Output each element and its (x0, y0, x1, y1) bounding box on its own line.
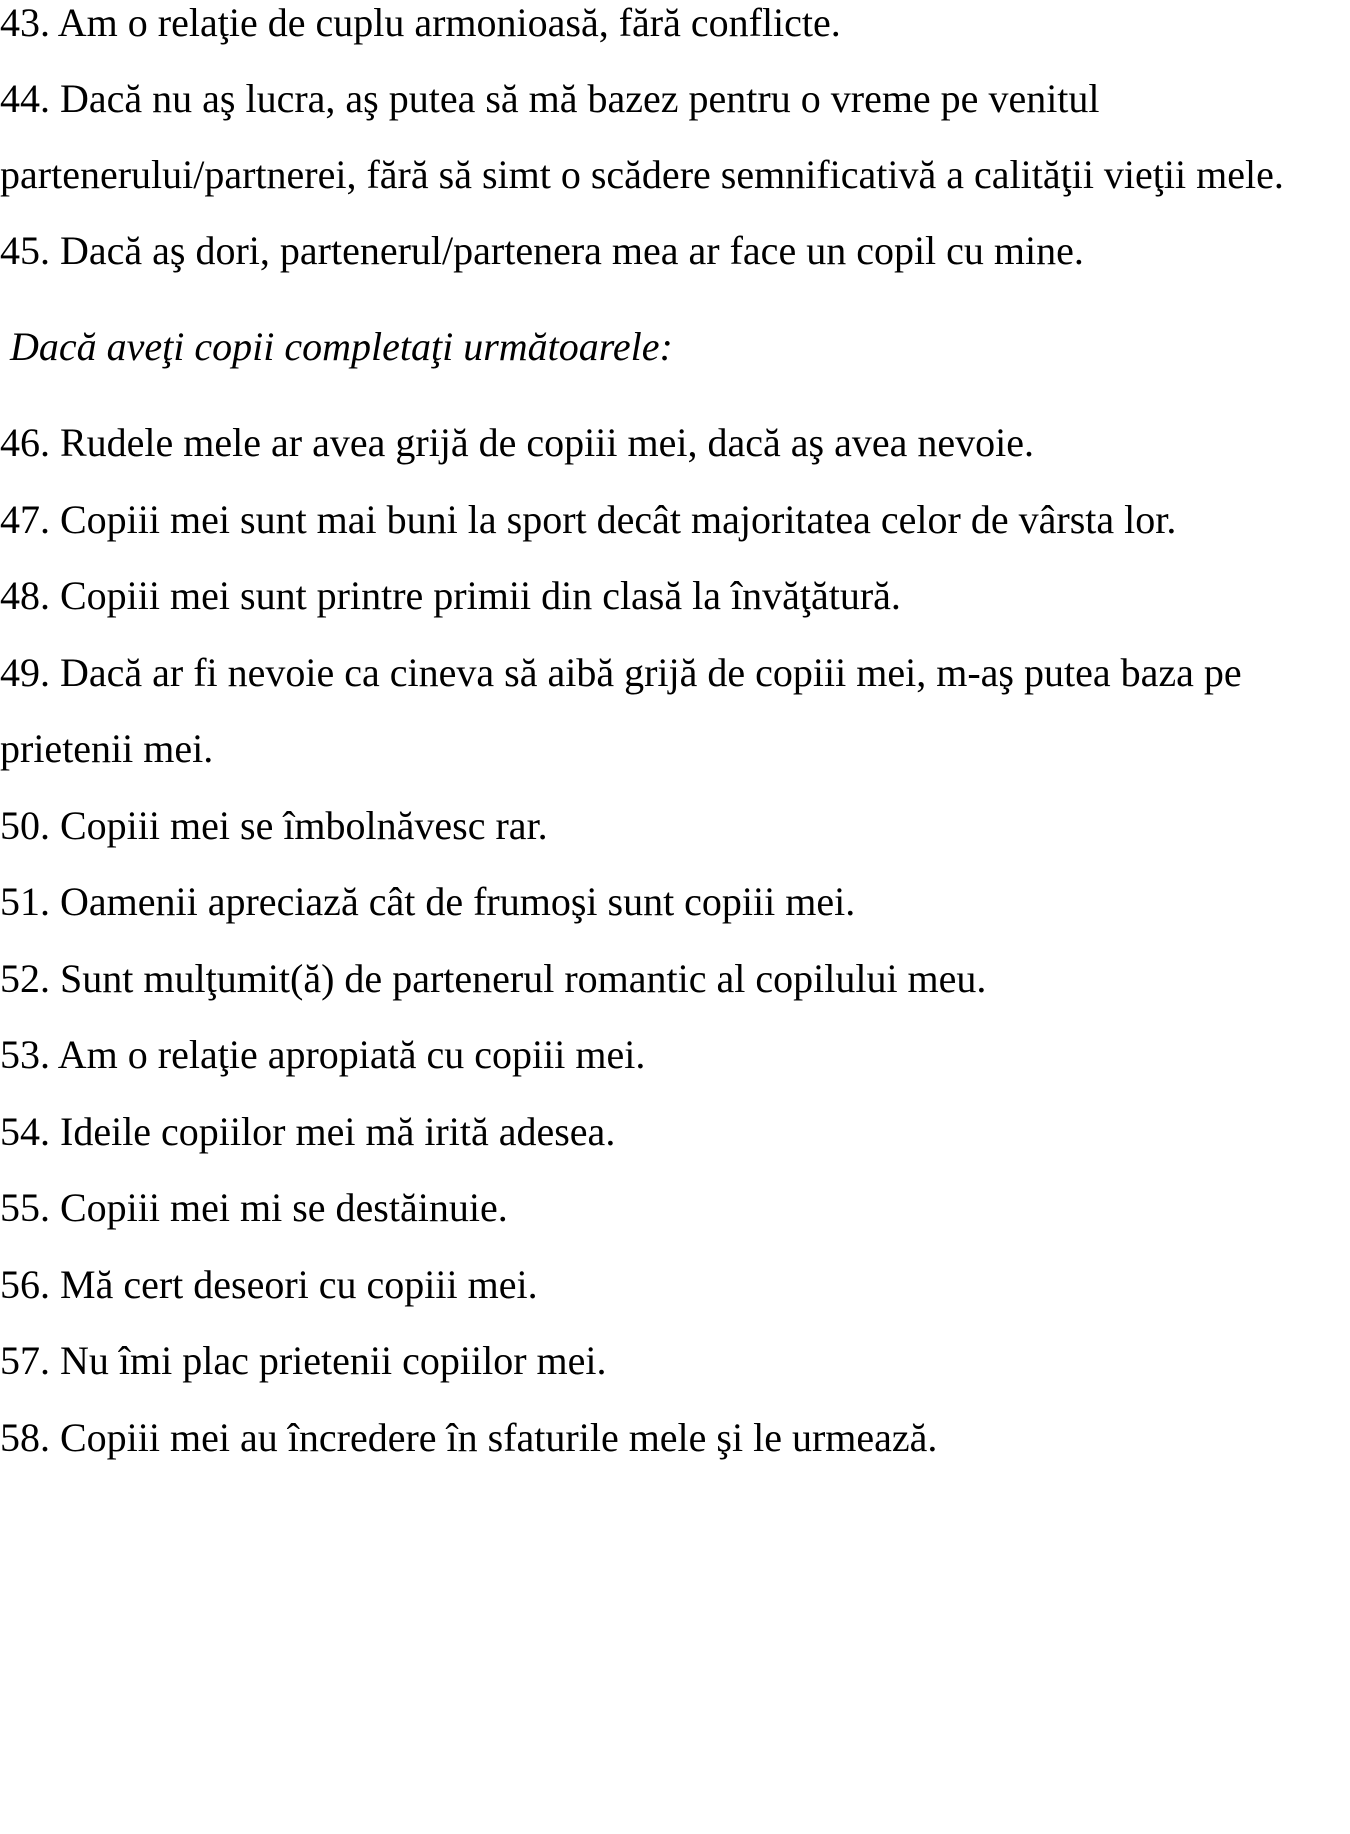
item-text: Dacă aş dori, partenerul/partenera mea ar face un copil cu mine. (60, 228, 1084, 273)
item-number: 54. (0, 1109, 50, 1154)
questionnaire-item-43 (0, 0, 841, 47)
item-text: Am o relaţie apropiată cu copiii mei. (57, 1032, 646, 1077)
questionnaire-item-56 (0, 1261, 538, 1309)
questionnaire-item-54 (0, 1108, 615, 1156)
item-text-continuation: prietenii mei. (0, 726, 214, 771)
item-number: 43. (0, 0, 50, 45)
item-text: Oamenii apreciază cât de frumoşi sunt copiii mei. (60, 879, 856, 924)
item-text: Copiii mei mi se destăinuie. (60, 1185, 508, 1230)
item-text: Rudele mele ar avea grijă de copiii mei, dacă aş avea nevoie. (60, 420, 1034, 465)
item-number: 51. (0, 879, 50, 924)
item-number: 46. (0, 420, 50, 465)
item-number: 52. (0, 956, 50, 1001)
item-text: Dacă nu aş lucra, aş putea să mă bazez pentru o vreme pe venitul (60, 76, 1100, 121)
item-number: 58. (0, 1415, 50, 1460)
item-text: Copiii mei sunt mai buni la sport decât majoritatea celor de vârsta lor. (60, 497, 1177, 542)
questionnaire-item-47 (0, 496, 1176, 544)
item-number: 50. (0, 803, 50, 848)
item-text: Dacă ar fi nevoie ca cineva să aibă grijă de copiii mei, m-aş putea baza pe (60, 650, 1242, 695)
item-number: 48. (0, 573, 50, 618)
questionnaire-item-49 (0, 649, 1242, 697)
item-text: Copiii mei au încredere în sfaturile mele şi le urmează. (60, 1415, 938, 1460)
item-number: 45. (0, 228, 50, 273)
questionnaire-item-53 (0, 1031, 645, 1079)
questionnaire-item-57 (0, 1337, 607, 1385)
item-text: Mă cert deseori cu copiii mei. (60, 1262, 538, 1307)
item-text: Copiii mei se îmbolnăvesc rar. (60, 803, 548, 848)
item-number: 55. (0, 1185, 50, 1230)
item-number: 44. (0, 76, 50, 121)
item-text: Ideile copiilor mei mă irită adesea. (60, 1109, 616, 1154)
item-number: 47. (0, 497, 50, 542)
section-heading: Dacă aveţi copii completaţi următoarele: (10, 324, 673, 369)
questionnaire-item-50 (0, 802, 548, 850)
item-number: 53. (0, 1032, 50, 1077)
questionnaire-item-45 (0, 227, 1084, 275)
item-number: 49. (0, 650, 50, 695)
item-text: Am o relaţie de cuplu armonioasă, fără conflicte. (57, 0, 841, 45)
questionnaire-item-51 (0, 878, 855, 926)
item-number: 57. (0, 1338, 50, 1383)
item-number: 56. (0, 1262, 50, 1307)
questionnaire-item-48 (0, 572, 901, 620)
item-text-continuation: partenerului/partnerei, fără să simt o scădere semnificativă a calităţii vieţii mele. (0, 152, 1284, 197)
questionnaire-item-44-continuation (0, 151, 1284, 199)
item-text: Sunt mulţumit(ă) de partenerul romantic al copilului meu. (60, 956, 987, 1001)
questionnaire-item-49-continuation (0, 725, 213, 773)
item-text: Nu îmi plac prietenii copiilor mei. (60, 1338, 607, 1383)
questionnaire-item-55 (0, 1184, 508, 1232)
questionnaire-item-46 (0, 419, 1034, 467)
item-text: Copiii mei sunt printre primii din clasă la învăţătură. (60, 573, 901, 618)
questionnaire-item-52 (0, 955, 986, 1003)
questionnaire-item-44 (0, 75, 1100, 123)
questionnaire-item-58 (0, 1414, 937, 1462)
